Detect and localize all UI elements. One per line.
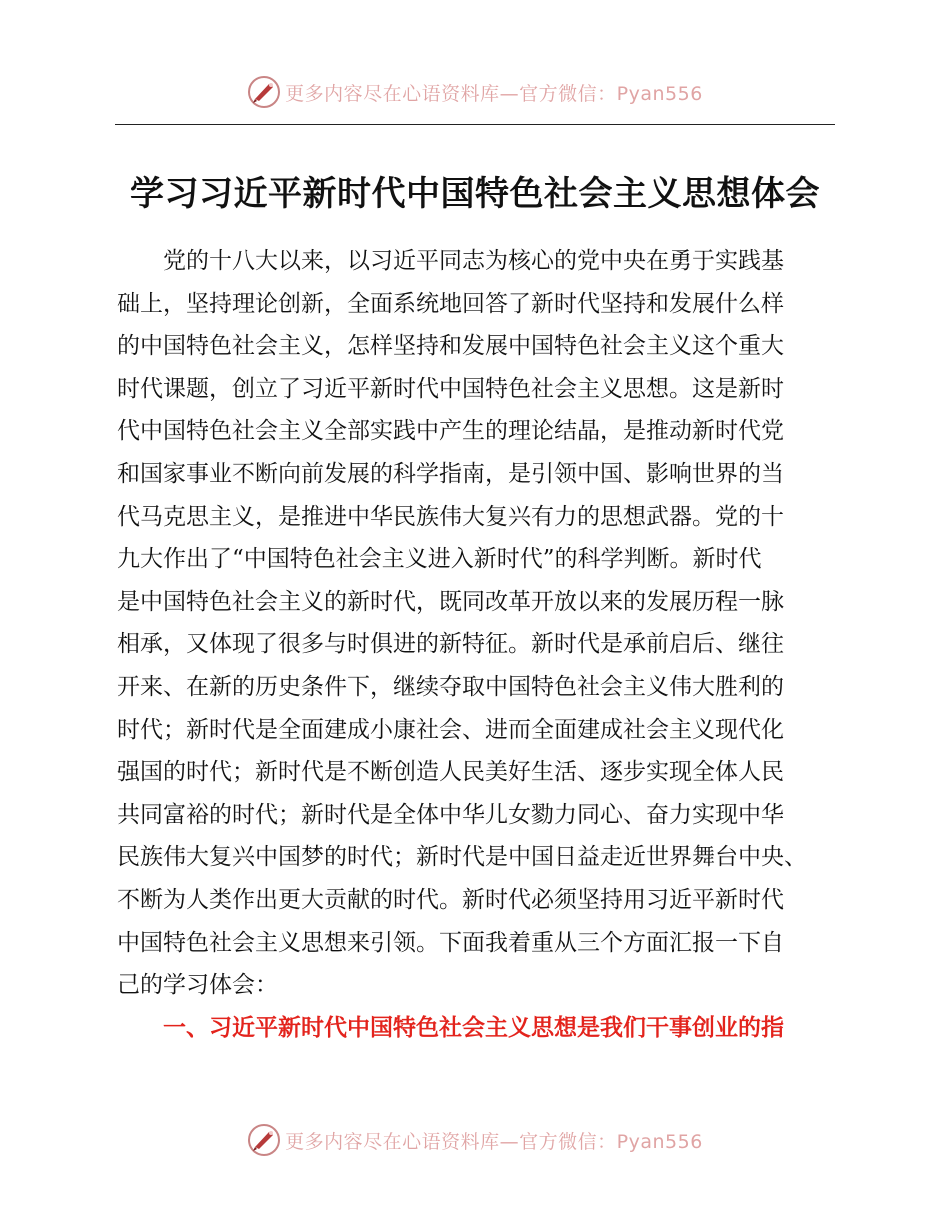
- header-banner: [0, 72, 950, 112]
- paragraph-line: 相承，又体现了很多与时俱进的新特征。新时代是承前启后、继往: [117, 631, 784, 658]
- paragraph-line: 代马克思主义，是推进中华民族伟大复兴有力的思想武器。党的十: [117, 503, 784, 530]
- section-heading: 一、习近平新时代中国特色社会主义思想是我们干事创业的指: [117, 1014, 784, 1041]
- footer-banner: [0, 1120, 950, 1160]
- paragraph-line: 己的学习体会：: [117, 972, 278, 999]
- paragraph-line: 开来、在新的历史条件下，继续夺取中国特色社会主义伟大胜利的: [117, 673, 784, 700]
- paragraph-line: 不断为人类作出更大贡献的时代。新时代必须坚持用习近平新时代: [117, 886, 784, 913]
- page-title: 学习习近平新时代中国特色社会主义思想体会: [130, 174, 820, 214]
- quill-logo-icon: [247, 1123, 281, 1157]
- paragraph-line: 九大作出了“中国特色社会主义进入新时代”的科学判断。新时代: [117, 546, 762, 573]
- paragraph-line: 共同富裕的时代；新时代是全体中华儿女勠力同心、奋力实现中华: [117, 801, 784, 828]
- quill-logo-icon: [247, 75, 281, 109]
- banner-text: 更多内容尽在心语资料库—官方微信：Pyan556: [285, 82, 703, 105]
- document-body: [117, 240, 842, 1049]
- paragraph-line: 础上，坚持理论创新，全面系统地回答了新时代坚持和发展什么样: [117, 290, 784, 317]
- paragraph-line: 中国特色社会主义思想来引领。下面我着重从三个方面汇报一下自: [117, 929, 784, 956]
- paragraph-line: 强国的时代；新时代是不断创造人民美好生活、逐步实现全体人民: [117, 759, 784, 786]
- paragraph-line: 时代；新时代是全面建成小康社会、进而全面建成社会主义现代化: [117, 716, 784, 743]
- paragraph-line: 和国家事业不断向前发展的科学指南，是引领中国、影响世界的当: [117, 460, 784, 487]
- paragraph-line: 党的十八大以来，以习近平同志为核心的党中央在勇于实践基: [117, 248, 784, 274]
- paragraph-line: 民族伟大复兴中国梦的时代；新时代是中国日益走近世界舞台中央、: [117, 844, 807, 871]
- banner-text: 更多内容尽在心语资料库—官方微信：Pyan556: [285, 1130, 703, 1153]
- paragraph-line: 时代课题，创立了习近平新时代中国特色社会主义思想。这是新时: [117, 375, 784, 402]
- header-divider: [115, 124, 835, 125]
- paragraph-line: 是中国特色社会主义的新时代，既同改革开放以来的发展历程一脉: [117, 588, 784, 615]
- paragraph-line: 的中国特色社会主义，怎样坚持和发展中国特色社会主义这个重大: [117, 333, 784, 360]
- paragraph-line: 代中国特色社会主义全部实践中产生的理论结晶，是推动新时代党: [117, 418, 784, 445]
